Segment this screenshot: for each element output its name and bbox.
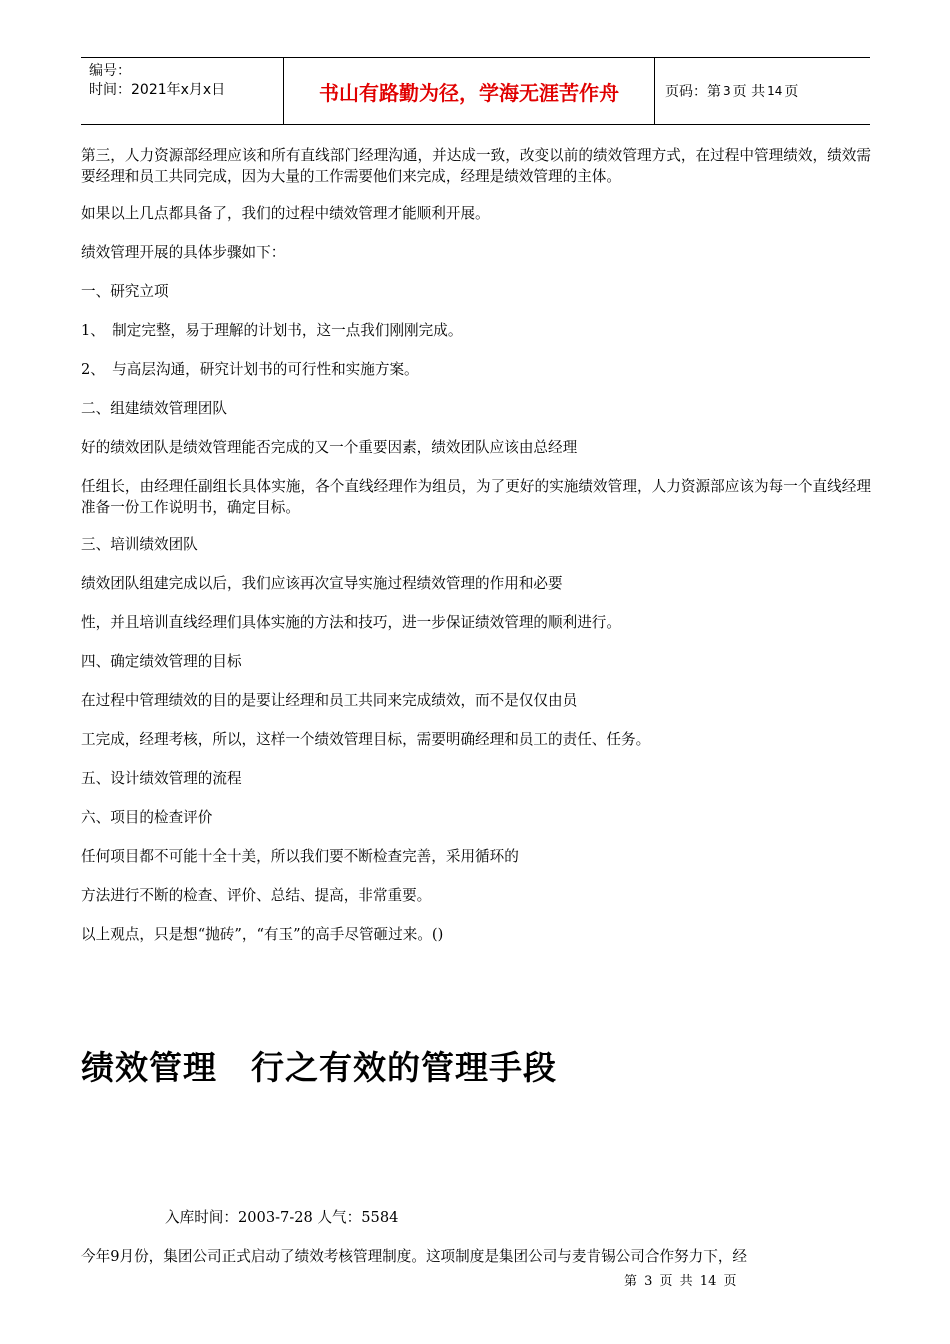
article-first-line: 今年9月份，集团公司正式启动了绩效考核管理制度。这项制度是集团公司与麦肯锡公司合作努力下，经 <box>81 1248 748 1265</box>
paragraph: 以上观点，只是想“抛砖”，“有玉”的高手尽管砸过来。() <box>81 926 444 943</box>
article-meta: 入库时间：2003-7-28 人气：5584 <box>165 1209 399 1226</box>
page-footer: 第 3 页 共 14 页 <box>624 1274 737 1289</box>
article-title: 绩效管理 行之有效的管理手段 <box>81 1048 557 1087</box>
section-heading: 四、确定绩效管理的目标 <box>81 653 242 670</box>
page-prefix: 页码：第 <box>665 84 721 100</box>
page-header <box>81 57 870 125</box>
header-meta-cell <box>81 58 283 124</box>
page-current: 3 <box>723 84 731 98</box>
paragraph: 第三，人力资源部经理应该和所有直线部门经理沟通，并达成一致，改变以前的绩效管理方式，在过程中管理绩效，绩效需要经理和员工共同完成，因为大量的工作需要他们来完成，经理是绩效管理的主体。 <box>81 147 871 185</box>
paragraph: 绩效团队组建完成以后，我们应该再次宣导实施过程绩效管理的作用和必要 <box>81 575 563 592</box>
document-number-label: 编号： <box>89 63 131 79</box>
paragraph: 绩效管理开展的具体步骤如下： <box>81 244 286 261</box>
list-item: 1、 制定完整，易于理解的计划书，这一点我们刚刚完成。 <box>81 322 463 339</box>
section-heading: 六、项目的检查评价 <box>81 809 213 826</box>
section-heading: 二、组建绩效管理团队 <box>81 400 227 417</box>
page-suffix: 页 <box>784 84 799 100</box>
section-heading: 三、培训绩效团队 <box>81 536 198 553</box>
paragraph: 方法进行不断的检查、评价、总结、提高，非常重要。 <box>81 887 432 904</box>
paragraph: 任组长，由经理任副组长具体实施，各个直线经理作为组员，为了更好的实施绩效管理，人力资源部应该为每一个直线经理准备一份工作说明书，确定目标。 <box>81 478 871 516</box>
document-time-label: 时间：2021年x月x日 <box>89 82 226 98</box>
paragraph: 如果以上几点都具备了，我们的过程中绩效管理才能顺利开展。 <box>81 205 490 222</box>
page-total: 14 <box>767 84 783 98</box>
header-page-counter <box>655 58 870 124</box>
paragraph: 性，并且培训直线经理们具体实施的方法和技巧，进一步保证绩效管理的顺利进行。 <box>81 614 621 631</box>
body-text <box>81 145 871 963</box>
list-item: 2、 与高层沟通，研究计划书的可行性和实施方案。 <box>81 361 419 378</box>
page-mid: 页 共 <box>732 84 766 100</box>
paragraph: 在过程中管理绩效的目的是要让经理和员工共同来完成绩效，而不是仅仅由员 <box>81 692 578 709</box>
header-motto: 书山有路勤为径，学海无涯苦作舟 <box>283 58 655 124</box>
paragraph: 好的绩效团队是绩效管理能否完成的又一个重要因素，绩效团队应该由总经理 <box>81 439 578 456</box>
paragraph: 任何项目都不可能十全十美，所以我们要不断检查完善，采用循环的 <box>81 848 519 865</box>
section-heading: 五、设计绩效管理的流程 <box>81 770 242 787</box>
paragraph: 工完成，经理考核，所以，这样一个绩效管理目标，需要明确经理和员工的责任、任务。 <box>81 731 651 748</box>
section-heading: 一、研究立项 <box>81 283 169 300</box>
